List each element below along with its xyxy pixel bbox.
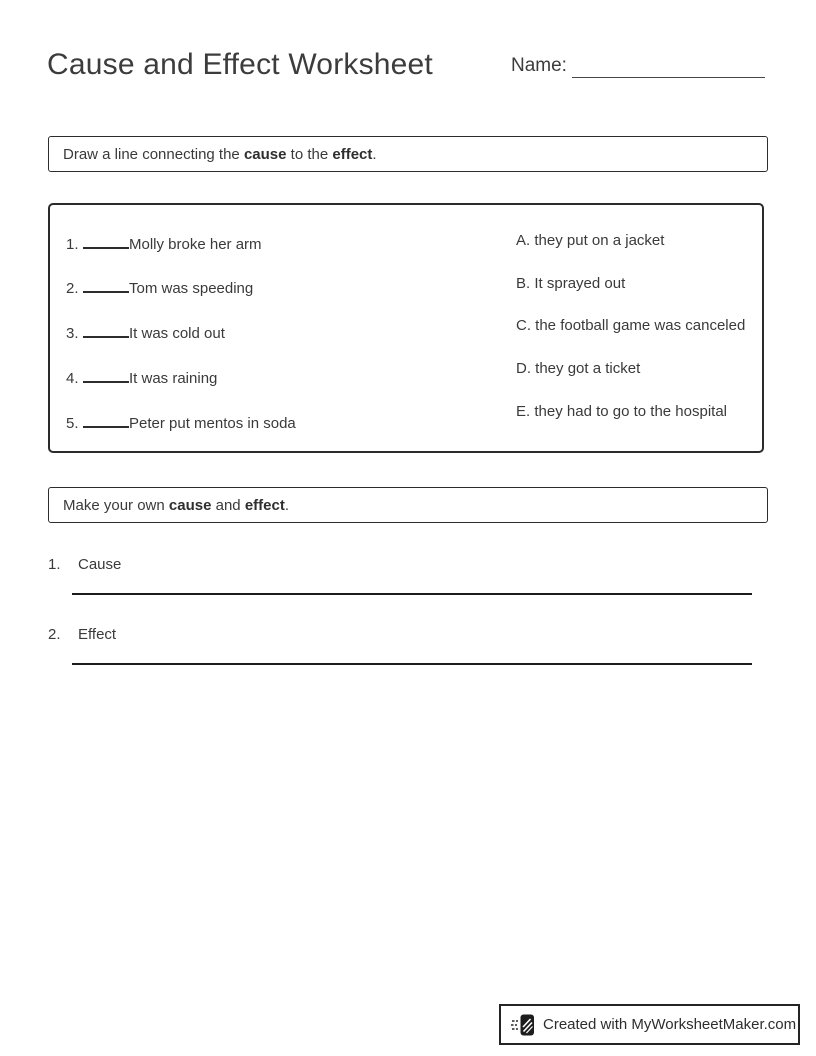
effect-item-b [516,275,625,292]
effect-item-e [516,403,727,420]
cause-item-5 [66,411,296,432]
own-item-number: 1. [48,556,61,573]
effect-item-c [516,317,745,334]
effect-letter: A. [516,232,531,249]
effect-item-a [516,232,664,249]
cause-text: It was cold out [129,325,225,342]
name-blank-line [572,53,765,78]
cause-text: Peter put mentos in soda [129,415,296,432]
cause-number: 4. [66,370,79,387]
effect-letter: D. [516,360,531,377]
cause-item-4 [66,366,217,387]
credit-box [499,1004,800,1045]
effect-text: they had to go to the hospital [534,403,728,420]
cause-number: 5. [66,415,79,432]
cause-text: Molly broke her arm [129,236,262,253]
cause-text: It was raining [129,370,218,387]
matching-instructions-box [48,136,768,172]
own-item-label: Cause [78,556,122,573]
instruction-text: Make your own cause and effect. [63,496,289,514]
name-field [511,52,765,78]
page-title: Cause and Effect Worksheet [47,48,433,81]
cause-item-3 [66,321,225,342]
effect-item-d [516,360,640,377]
answer-blank [83,276,129,293]
cause-write-line [72,593,752,595]
answer-blank [83,321,129,338]
effect-text: they put on a jacket [534,232,665,249]
cause-item-2 [66,276,253,297]
instruction-text: Draw a line connecting the cause to the effect. [63,145,377,163]
effect-text: they got a ticket [535,360,641,377]
cause-item-1 [66,232,262,253]
cause-number: 3. [66,325,79,342]
make-your-own-instructions-box [48,487,768,523]
answer-blank [83,411,129,428]
credit-text: Created with MyWorksheetMaker.com [543,1016,797,1033]
own-item-number: 2. [48,626,61,643]
effect-text: the football game was canceled [535,317,746,334]
effect-letter: B. [516,275,531,292]
effect-write-line [72,663,752,665]
own-item-label: Effect [78,626,117,643]
answer-blank [83,232,129,249]
cause-number: 2. [66,280,79,297]
matching-box [48,203,764,453]
answer-blank [83,366,129,383]
effect-letter: E. [516,403,531,420]
effect-letter: C. [516,317,531,334]
cause-number: 1. [66,236,79,253]
cause-text: Tom was speeding [129,280,254,297]
name-label: Name: [511,55,567,76]
effect-text: It sprayed out [534,275,626,292]
worksheetmaker-logo-icon [511,1012,537,1038]
